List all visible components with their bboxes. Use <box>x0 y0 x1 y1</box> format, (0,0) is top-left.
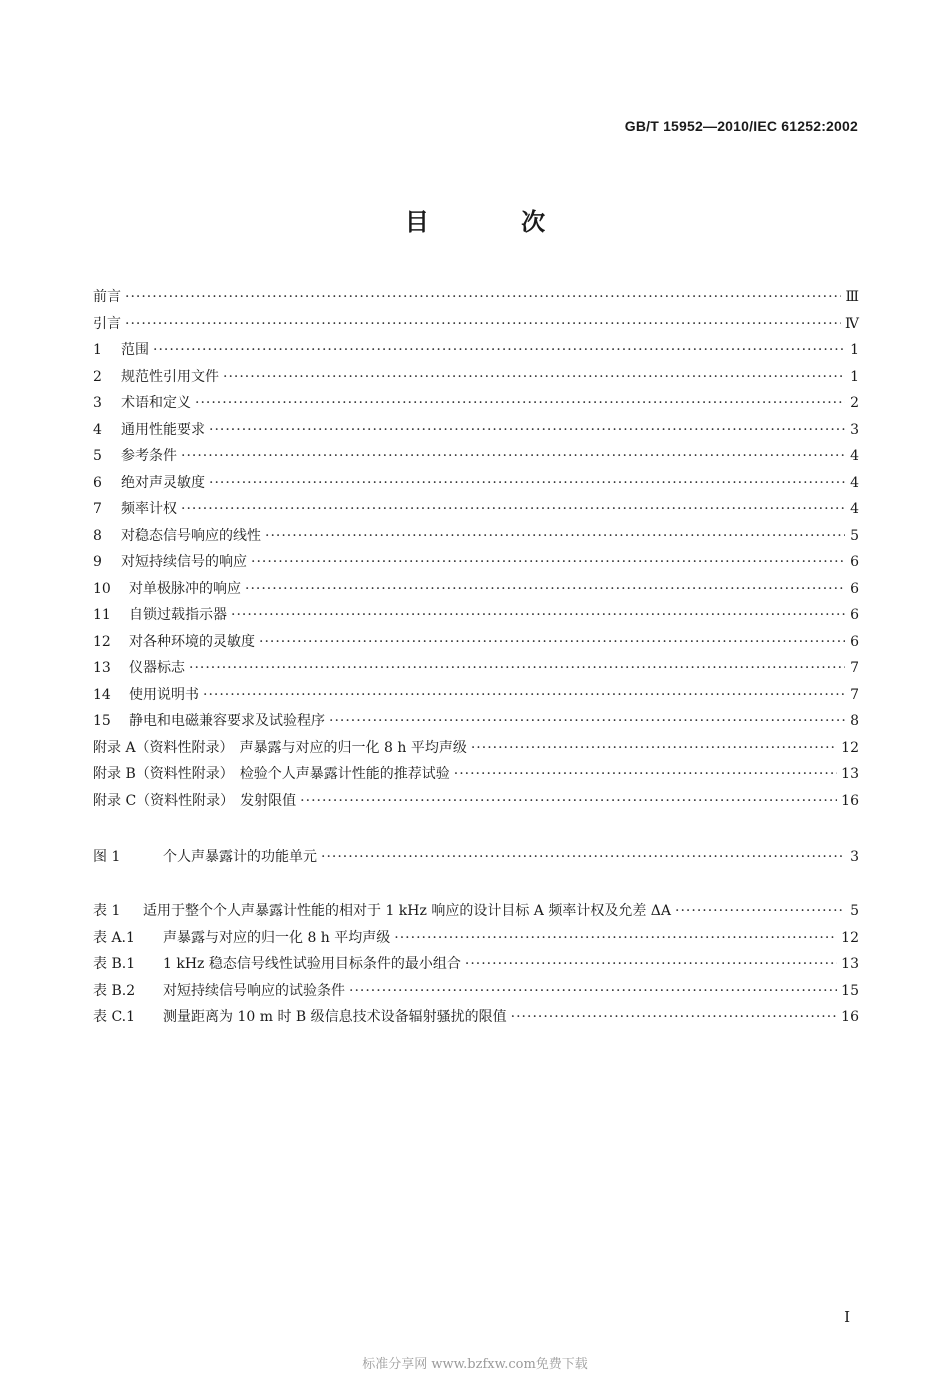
toc-page: 7 <box>850 686 859 703</box>
table-label: 适用于整个个人声暴露计性能的相对于 1 kHz 响应的设计目标 A 频率计权及允差 ΔA <box>143 903 672 919</box>
toc-number: 13 <box>93 660 111 676</box>
toc-label: 术语和定义 <box>121 395 191 411</box>
toc-page: 1 <box>850 368 859 385</box>
toc-tables <box>93 898 859 1031</box>
toc-page: 3 <box>850 421 859 438</box>
toc-page: 4 <box>850 448 859 464</box>
toc-number: 附录 C（资料性附录） <box>93 792 235 809</box>
toc-label: 对各种环境的灵敏度 <box>129 633 255 650</box>
toc-label: 通用性能要求 <box>121 421 205 438</box>
toc-leader <box>321 844 845 871</box>
toc-leader <box>125 311 841 338</box>
toc-label: 引言 <box>93 315 121 332</box>
toc-label: 静电和电磁兼容要求及试验程序 <box>129 713 325 729</box>
toc-page: 5 <box>850 527 859 544</box>
table-entry[interactable] <box>93 951 859 978</box>
toc-number: 6 <box>93 474 102 491</box>
page-title: 目 次 <box>404 208 588 236</box>
toc-label: 对稳态信号响应的线性 <box>121 527 261 544</box>
toc-entry[interactable] <box>93 523 859 550</box>
toc-number: 3 <box>93 395 102 411</box>
document-code: GB/T 15952—2010/IEC 61252:2002 <box>624 118 858 134</box>
toc-leader <box>209 470 845 497</box>
toc-leader <box>231 602 845 629</box>
toc-page: 13 <box>841 766 859 782</box>
toc-label: 参考条件 <box>121 448 177 464</box>
table-page: 15 <box>841 982 859 999</box>
toc-page: 6 <box>850 580 859 597</box>
toc-entry[interactable] <box>93 311 859 338</box>
table-page: 13 <box>841 956 859 972</box>
toc-page: 8 <box>850 713 859 729</box>
toc-leader <box>300 788 837 815</box>
toc-figures <box>93 844 859 871</box>
toc-leader <box>125 284 841 311</box>
toc-leader <box>259 629 845 656</box>
toc-number: 8 <box>93 527 102 544</box>
toc-number: 4 <box>93 421 102 438</box>
toc-entry[interactable] <box>93 364 859 391</box>
toc-number: 10 <box>93 580 111 597</box>
toc-entry[interactable] <box>93 708 859 735</box>
toc-label: 对短持续信号的响应 <box>121 554 247 570</box>
toc-entry[interactable] <box>93 443 859 470</box>
toc-number: 1 <box>93 342 102 358</box>
toc-leader <box>349 978 837 1005</box>
toc-label: 使用说明书 <box>129 686 199 703</box>
table-number: 表 B.1 <box>93 956 136 972</box>
table-entry[interactable] <box>93 898 859 925</box>
table-entry[interactable] <box>93 925 859 952</box>
toc-label: 声暴露与对应的归一化 8 h 平均声级 <box>239 739 467 756</box>
toc-leader <box>223 364 845 391</box>
toc-page: 16 <box>841 792 859 809</box>
table-label: 对短持续信号响应的试验条件 <box>163 982 345 999</box>
table-number: 表 A.1 <box>93 929 135 946</box>
toc-entry[interactable] <box>93 602 859 629</box>
toc-page: Ⅳ <box>845 315 859 332</box>
toc-number: 15 <box>93 713 111 729</box>
table-entry[interactable] <box>93 978 859 1005</box>
toc-page: 6 <box>850 633 859 650</box>
table-label: 1 kHz 稳态信号线性试验用目标条件的最小组合 <box>163 956 461 972</box>
toc-entry[interactable] <box>93 682 859 709</box>
footer-watermark: 标准分享网 www.bzfxw.com免费下载 <box>362 1357 588 1372</box>
table-number: 表 C.1 <box>93 1009 136 1025</box>
toc-leader <box>454 761 837 788</box>
toc-label: 发射限值 <box>240 792 297 809</box>
toc-leader <box>394 925 837 952</box>
table-entry[interactable] <box>93 1004 859 1031</box>
figure-page: 3 <box>850 849 859 865</box>
toc-leader <box>181 443 845 470</box>
toc-page: 2 <box>850 395 859 411</box>
toc-leader <box>203 682 845 709</box>
toc-leader <box>265 523 845 550</box>
toc-page: 7 <box>850 660 859 676</box>
toc-page: 6 <box>850 607 859 623</box>
toc-page: 12 <box>841 739 859 756</box>
toc-number: 11 <box>93 607 111 623</box>
toc-label: 规范性引用文件 <box>121 368 219 385</box>
toc-entry[interactable] <box>93 788 859 815</box>
toc-entry[interactable] <box>93 470 859 497</box>
toc-entry[interactable] <box>93 496 859 523</box>
toc-label: 前言 <box>93 289 121 305</box>
toc-label: 自锁过载指示器 <box>129 607 227 623</box>
toc-leader <box>189 655 845 682</box>
toc-main <box>93 284 859 814</box>
toc-number: 2 <box>93 368 102 385</box>
toc-label: 频率计权 <box>121 501 177 517</box>
figure-number: 图 1 <box>93 849 121 865</box>
toc-label: 绝对声灵敏度 <box>121 474 205 491</box>
table-page: 5 <box>850 903 859 919</box>
figure-entry[interactable] <box>93 844 859 871</box>
toc-page: Ⅲ <box>845 289 859 305</box>
toc-entry[interactable] <box>93 337 859 364</box>
toc-entry[interactable] <box>93 735 859 762</box>
toc-label: 检验个人声暴露计性能的推荐试验 <box>239 766 450 782</box>
toc-entry[interactable] <box>93 417 859 444</box>
table-number: 表 B.2 <box>93 982 136 999</box>
toc-leader <box>465 951 837 978</box>
toc-entry[interactable] <box>93 629 859 656</box>
toc-leader <box>251 549 845 576</box>
toc-leader <box>245 576 845 603</box>
toc-entry[interactable] <box>93 761 859 788</box>
toc-number: 5 <box>93 448 102 464</box>
toc-entry[interactable] <box>93 390 859 417</box>
toc-number: 附录 B（资料性附录） <box>93 766 234 782</box>
toc-leader <box>195 390 845 417</box>
toc-entry[interactable] <box>93 655 859 682</box>
toc-page: 4 <box>850 474 859 491</box>
toc-number: 附录 A（资料性附录） <box>93 739 234 756</box>
figure-label: 个人声暴露计的功能单元 <box>163 849 317 865</box>
toc-number: 9 <box>93 554 102 570</box>
toc-leader <box>329 708 845 735</box>
toc-leader <box>471 735 837 762</box>
toc-leader <box>511 1004 838 1031</box>
toc-page: 4 <box>850 501 859 517</box>
toc-page: 6 <box>850 554 859 570</box>
toc-number: 14 <box>93 686 111 703</box>
toc-leader <box>153 337 845 364</box>
table-label: 声暴露与对应的归一化 8 h 平均声级 <box>163 929 391 946</box>
table-page: 12 <box>841 929 859 946</box>
toc-entry[interactable] <box>93 549 859 576</box>
toc-label: 仪器标志 <box>129 660 185 676</box>
page-number: I <box>844 1308 850 1326</box>
toc-label: 对单极脉冲的响应 <box>129 580 241 597</box>
toc-number: 12 <box>93 633 111 650</box>
table-label: 测量距离为 10 m 时 B 级信息技术设备辐射骚扰的限值 <box>163 1009 507 1025</box>
toc-leader <box>209 417 845 444</box>
table-page: 16 <box>841 1009 859 1025</box>
toc-number: 7 <box>93 501 102 517</box>
table-number: 表 1 <box>93 903 121 919</box>
toc-page: 1 <box>850 342 859 358</box>
toc-leader <box>181 496 845 523</box>
toc-entry[interactable] <box>93 284 859 311</box>
toc-entry[interactable] <box>93 576 859 603</box>
toc-leader <box>675 898 845 925</box>
toc-label: 范围 <box>121 342 149 358</box>
